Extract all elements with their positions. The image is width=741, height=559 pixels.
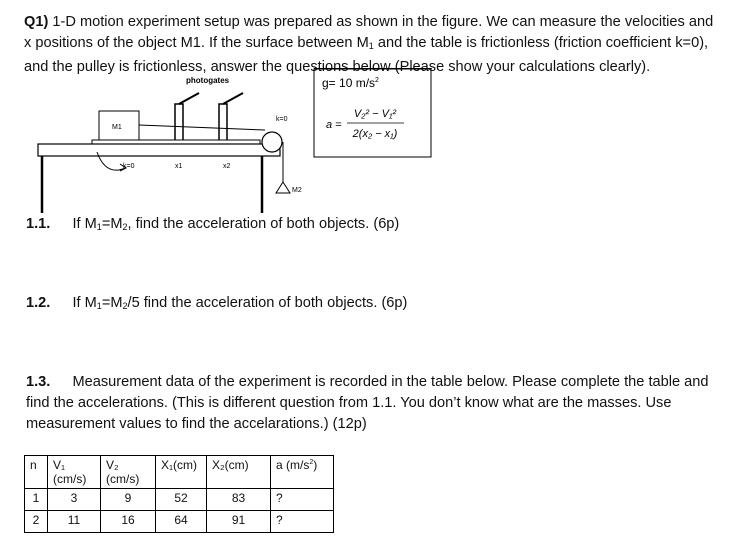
formula-lhs: a =: [326, 119, 342, 131]
measurement-table: [24, 455, 334, 533]
intro-text-1: 1-D motion experiment setup was prepared as shown in the figure. We can measure the velocities and x positions of the object M1. If the surface between M: [24, 14, 714, 51]
photogate-1: [175, 104, 183, 140]
cell-x2: 83: [207, 489, 271, 511]
formula-denominator: 2(x₂ − x₁): [352, 128, 398, 140]
q-text: If M: [72, 295, 97, 311]
photogate-2-arm: [223, 93, 243, 104]
cell-n: 1: [25, 489, 48, 511]
q-text: =M: [101, 295, 123, 311]
intro-text-2: and the table is frictionless (friction coefficient k=0), and the pulley is frictionless, answer the questions below (Please show your calculations clearly).: [24, 35, 709, 75]
q-text: , find the acceleration of both objects. (6p): [127, 216, 400, 232]
table-row: [25, 511, 334, 533]
track-rail: [92, 140, 260, 144]
photogates-label: photogates: [186, 76, 230, 85]
cell-a[interactable]: ?: [271, 511, 334, 533]
header-a: a $(m/s^2)$: [271, 456, 334, 489]
k-bottom-label: k=0: [123, 163, 135, 170]
m2-label: M2: [292, 187, 302, 194]
formula-numerator: V₂² − V₁²: [353, 108, 397, 120]
q-sub: 2: [122, 301, 128, 311]
header-x2: X₂(cm): [207, 456, 271, 489]
m1-label: M1: [112, 124, 122, 131]
header-x1: X₁(cm): [156, 456, 207, 489]
header-v1: V₁ (cm/s): [48, 456, 101, 489]
header-v2: V₂ (cm/s): [101, 456, 156, 489]
pulley: [262, 132, 282, 152]
q-text: =M: [101, 216, 123, 232]
table-row: [25, 489, 334, 511]
question-label: Q1): [24, 14, 49, 30]
cell-v2: 16: [101, 511, 156, 533]
q-text: If M: [72, 216, 97, 232]
intro-sub-1: 1: [368, 41, 374, 51]
cell-v1: 11: [48, 511, 101, 533]
question-number: 1.2.: [26, 295, 51, 311]
question-1-2: [26, 293, 407, 317]
cell-x1: 64: [156, 511, 207, 533]
cell-v1: 3: [48, 489, 101, 511]
question-1-3: [26, 372, 726, 435]
photogate-1-arm: [179, 93, 199, 104]
question-number: 1.3.: [26, 374, 51, 390]
g-label: g= 10 $m/s^2$: [322, 76, 379, 90]
cell-a[interactable]: ?: [271, 489, 334, 511]
cell-x2: 91: [207, 511, 271, 533]
table-header-row: [25, 456, 334, 489]
cell-v2: 9: [101, 489, 156, 511]
q-sub: 2: [122, 222, 128, 232]
q-text: /5 find the acceleration of both objects. (6p): [127, 295, 408, 311]
mass-m2: [276, 182, 290, 193]
string-horizontal: [139, 125, 265, 130]
question-1-1: [26, 214, 399, 238]
cell-n: 2: [25, 511, 48, 533]
table-top: [38, 144, 280, 156]
x2-label: x2: [223, 163, 231, 170]
header-n: n: [25, 456, 48, 489]
photogate-2: [219, 104, 227, 140]
q-sub: 1: [96, 222, 102, 232]
experiment-figure: [0, 68, 741, 218]
question-number: 1.1.: [26, 216, 51, 232]
q-sub: 1: [96, 301, 102, 311]
x1-label: x1: [175, 163, 183, 170]
q-text: Measurement data of the experiment is recorded in the table below. Please complete the table and find the accelerations. (This is different question from 1.1. You don’t know what are the masses. Use measurement values to find the accelarations.) (12p): [26, 374, 709, 432]
k-top-label: k=0: [276, 116, 288, 123]
cell-x1: 52: [156, 489, 207, 511]
